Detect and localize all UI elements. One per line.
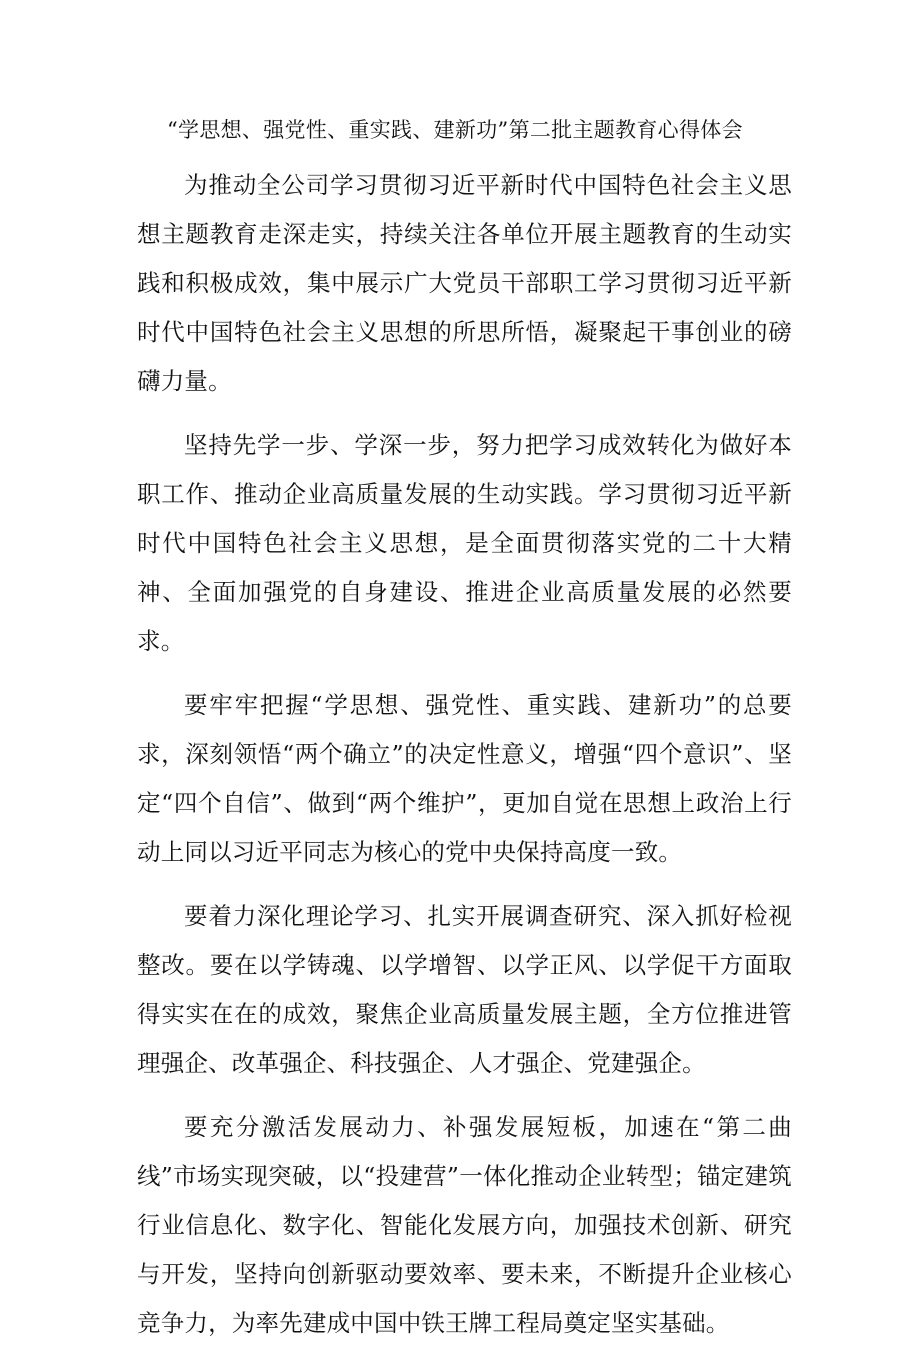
paragraph-general-requirements: 要牢牢把握“学思想、强党性、重实践、建新功”的总要求，深刻领悟“两个确立”的决定性意义，增强“四个意识”、坚定“四个自信”、做到“两个维护”，更加自觉在思想上政治上行动上同以习近平同志为核心的党中央保持高度一致。 [137,691,792,866]
document-title: “学思想、强党性、重实践、建新功”第二批主题教育心得体会 [167,118,743,142]
paragraph-development: 要充分激活发展动力、补强发展短板，加速在“第二曲线”市场实现突破，以“投建营”一体化推动企业转型；锚定建筑行业信息化、数字化、智能化发展方向，加强技术创新、研究与开发，坚持向创新驱动要效率、要未来，不断提升企业核心竞争力，为率先建成中国中铁王牌工程局奠定坚实基础。 [137,1113,792,1337]
paragraph-theory-study: 要着力深化理论学习、扎实开展调查研究、深入抓好检视整改。要在以学铸魂、以学增智、以学正风、以学促干方面取得实实在在的成效，聚焦企业高质量发展主题，全方位推进管理强企、改革强企、科技强企、人才强企、党建强企。 [137,902,792,1077]
paragraph-intro: 为推动全公司学习贯彻习近平新时代中国特色社会主义思想主题教育走深走实，持续关注各单位开展主题教育的生动实践和积极成效，集中展示广大党员干部职工学习贯彻习近平新时代中国特色社会主义思想的所思所悟，凝聚起干事创业的磅礴力量。 [137,171,792,395]
paragraph-learn-first: 坚持先学一步、学深一步，努力把学习成效转化为做好本职工作、推动企业高质量发展的生动实践。学习贯彻习近平新时代中国特色社会主义思想，是全面贯彻落实党的二十大精神、全面加强党的自身建设、推进企业高质量发展的必然要求。 [137,431,792,655]
